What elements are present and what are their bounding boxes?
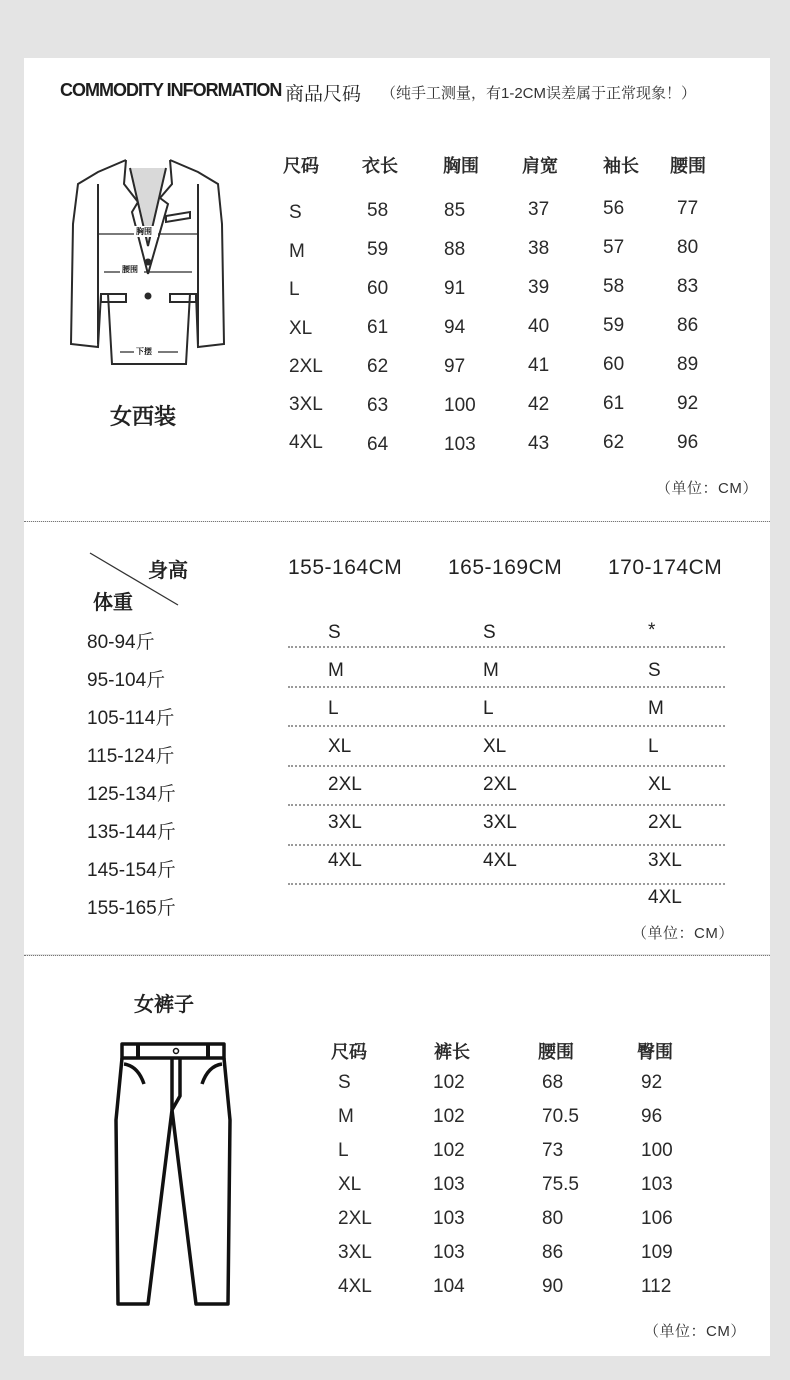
table-cell: 86: [677, 315, 699, 336]
table-cell: 64: [367, 434, 389, 455]
table-cell: 89: [677, 354, 699, 375]
table-cell: L: [338, 1140, 349, 1161]
table-cell: 77: [677, 198, 699, 219]
header-note: （纯手工测量，有1-2CM误差属于正常现象！）: [381, 85, 697, 102]
size-cell: XL: [328, 736, 352, 757]
table-cell: 41: [528, 355, 550, 376]
jacket-diagram: [68, 154, 228, 368]
weight-row-label: 105-114斤: [87, 708, 175, 729]
table-cell: 112: [641, 1276, 672, 1297]
table-cell: 97: [444, 356, 466, 377]
table-cell: M: [338, 1106, 354, 1127]
size-cell: *: [648, 620, 656, 641]
table-cell: L: [289, 279, 300, 300]
header-cn-title: 商品尺码: [285, 84, 362, 105]
table-cell: 91: [444, 278, 466, 299]
table-cell: 102: [433, 1106, 465, 1127]
size-cell: M: [648, 698, 664, 719]
table-cell: 106: [641, 1208, 673, 1229]
table-cell: 4XL: [289, 432, 323, 453]
table-cell: 68: [542, 1072, 564, 1093]
table-cell: 86: [542, 1242, 564, 1263]
table-cell: 61: [367, 317, 389, 338]
size-cell: L: [648, 736, 659, 757]
table-cell: 100: [641, 1140, 673, 1161]
table-cell: XL: [289, 318, 313, 339]
table-cell: 70.5: [542, 1106, 579, 1127]
weight-row-label: 80-94斤: [87, 632, 155, 653]
table-cell: 59: [367, 239, 389, 260]
size-cell: L: [483, 698, 494, 719]
pants-diagram: [114, 1040, 232, 1308]
pants-size-card: [24, 956, 770, 1356]
weight-row-label: 135-144斤: [87, 822, 176, 843]
table-cell: 61: [603, 393, 625, 414]
table-cell: 100: [444, 395, 476, 416]
table-cell: S: [338, 1072, 351, 1093]
table-cell: 92: [641, 1072, 663, 1093]
weight-row-label: 125-134斤: [87, 784, 176, 805]
table-cell: 60: [367, 278, 389, 299]
table-cell: 102: [433, 1140, 465, 1161]
pants-label: 女裤子: [134, 994, 194, 1016]
table-cell: 56: [603, 198, 625, 219]
table-cell: 83: [677, 276, 699, 297]
size-cell: XL: [483, 736, 507, 757]
corner-weight-label: 体重: [93, 592, 133, 614]
table-cell: 103: [433, 1174, 465, 1195]
table-cell: 3XL: [338, 1242, 372, 1263]
table-cell: S: [289, 202, 302, 223]
table-cell: 94: [444, 317, 466, 338]
row-divider: [288, 883, 725, 885]
table-cell: 80: [677, 237, 699, 258]
table-cell: 96: [677, 432, 699, 453]
height-col-1: 155-164CM: [288, 556, 403, 579]
table-cell: 4XL: [338, 1276, 372, 1297]
height-col-3: 170-174CM: [608, 556, 723, 579]
recommend-size-card: [24, 522, 770, 954]
table-cell: 75.5: [542, 1174, 579, 1195]
table-cell: 39: [528, 277, 550, 298]
size-cell: 3XL: [648, 850, 682, 871]
size-cell: S: [483, 622, 496, 643]
table-cell: 80: [542, 1208, 564, 1229]
jacket-col-length: 衣长: [362, 156, 398, 176]
table-cell: 103: [433, 1242, 465, 1263]
table-cell: 90: [542, 1276, 564, 1297]
table-cell: 43: [528, 433, 550, 454]
table-cell: 2XL: [289, 356, 323, 377]
table-cell: 58: [603, 276, 625, 297]
pants-col-length: 裤长: [434, 1042, 470, 1062]
pants-unit: （单位：CM）: [644, 1323, 746, 1340]
size-cell: M: [328, 660, 344, 681]
table-cell: 96: [641, 1106, 663, 1127]
table-cell: 58: [367, 200, 389, 221]
jacket-col-waist: 腰围: [670, 156, 706, 176]
pants-col-size: 尺码: [331, 1042, 367, 1062]
size-cell: 2XL: [483, 774, 517, 795]
table-cell: 60: [603, 354, 625, 375]
jacket-col-sleeve: 袖长: [603, 156, 639, 176]
table-cell: M: [289, 241, 305, 262]
table-cell: 3XL: [289, 394, 323, 415]
svg-text:腰围: 腰围: [122, 265, 138, 274]
size-cell: M: [483, 660, 499, 681]
size-cell: 4XL: [648, 887, 682, 908]
table-cell: 62: [603, 432, 625, 453]
height-col-2: 165-169CM: [448, 556, 563, 579]
svg-text:胸围: 胸围: [136, 227, 152, 236]
row-divider: [288, 646, 725, 648]
jacket-col-shoulder: 肩宽: [522, 156, 558, 176]
svg-text:下摆: 下摆: [136, 347, 152, 356]
jacket-unit: （单位：CM）: [656, 480, 758, 497]
table-cell: 103: [433, 1208, 465, 1229]
row-divider: [288, 686, 725, 688]
row-divider: [288, 844, 725, 846]
size-cell: 3XL: [483, 812, 517, 833]
table-cell: 40: [528, 316, 550, 337]
weight-row-label: 115-124斤: [87, 746, 175, 767]
pants-col-waist: 腰围: [538, 1042, 574, 1062]
size-cell: 3XL: [328, 812, 362, 833]
size-cell: S: [328, 622, 341, 643]
size-cell: 2XL: [648, 812, 682, 833]
row-divider: [288, 725, 725, 727]
row-divider: [288, 765, 725, 767]
pants-col-hip: 臀围: [637, 1042, 673, 1062]
table-cell: 62: [367, 356, 389, 377]
size-cell: L: [328, 698, 339, 719]
table-cell: XL: [338, 1174, 362, 1195]
jacket-size-card: [24, 58, 770, 521]
weight-row-label: 145-154斤: [87, 860, 176, 881]
table-cell: 2XL: [338, 1208, 372, 1229]
corner-height-label: 身高: [148, 560, 188, 582]
recommend-unit: （单位：CM）: [632, 925, 734, 942]
table-cell: 103: [641, 1174, 673, 1195]
size-cell: 4XL: [483, 850, 517, 871]
weight-row-label: 155-165斤: [87, 898, 176, 919]
table-cell: 38: [528, 238, 550, 259]
table-cell: 104: [433, 1276, 465, 1297]
jacket-label: 女西装: [110, 404, 177, 429]
row-divider: [288, 804, 725, 806]
table-cell: 73: [542, 1140, 564, 1161]
table-cell: 85: [444, 200, 466, 221]
table-cell: 63: [367, 395, 389, 416]
table-cell: 109: [641, 1242, 673, 1263]
table-cell: 37: [528, 199, 550, 220]
table-cell: 57: [603, 237, 625, 258]
weight-row-label: 95-104斤: [87, 670, 166, 691]
size-cell: 2XL: [328, 774, 362, 795]
size-cell: S: [648, 660, 661, 681]
table-cell: 59: [603, 315, 625, 336]
size-cell: XL: [648, 774, 672, 795]
header-en-title: COMMODITY INFORMATION: [60, 80, 282, 100]
table-cell: 103: [444, 434, 476, 455]
table-cell: 102: [433, 1072, 465, 1093]
table-cell: 92: [677, 393, 699, 414]
jacket-col-size: 尺码: [283, 156, 319, 176]
jacket-col-chest: 胸围: [443, 156, 479, 176]
table-cell: 42: [528, 394, 550, 415]
size-cell: 4XL: [328, 850, 362, 871]
table-cell: 88: [444, 239, 466, 260]
